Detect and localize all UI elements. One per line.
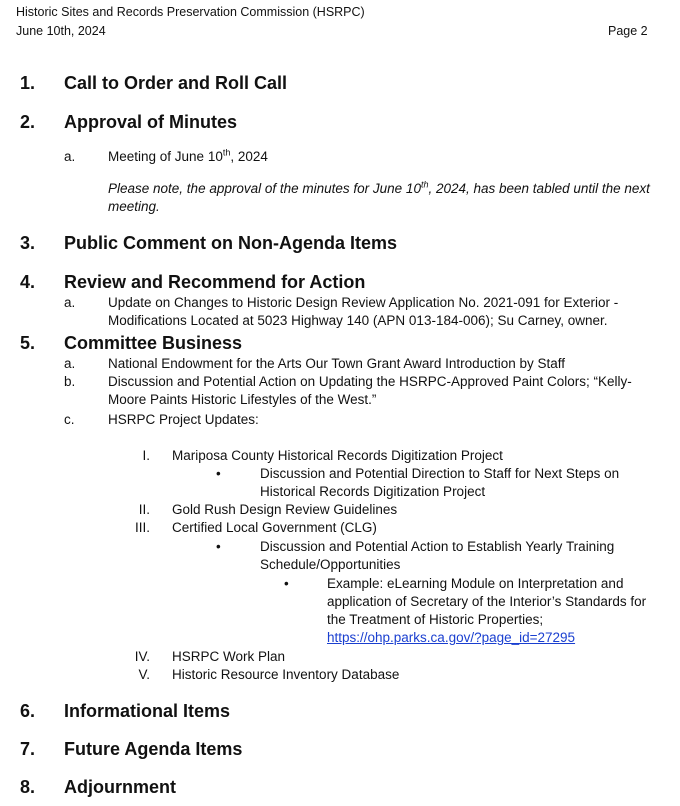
item-5b-line1: Discussion and Potential Action on Updating the HSRPC-Approved Paint Colors; “Kelly- bbox=[108, 374, 632, 389]
item-4a-line2: Modifications Located at 5023 Highway 140 (APN 013-184-006); Su Carney, owner. bbox=[108, 313, 608, 328]
item-4a-letter: a. bbox=[64, 295, 76, 310]
header-page-number: Page 2 bbox=[608, 24, 648, 38]
minutes-note-line2: meeting. bbox=[108, 199, 160, 214]
section-3-number: 3. bbox=[20, 233, 36, 253]
roman-2-text: Gold Rush Design Review Guidelines bbox=[172, 502, 398, 517]
item-2a-text: Meeting of June 10th, 2024 bbox=[108, 147, 268, 164]
bullet-icon: • bbox=[216, 539, 221, 554]
section-7-title: Future Agenda Items bbox=[64, 739, 243, 759]
item-5b-line2: Moore Paints Historic Lifestyles of the West.” bbox=[108, 392, 377, 407]
section-6-number: 6. bbox=[20, 701, 36, 721]
roman-4-numeral: IV. bbox=[134, 649, 150, 664]
roman-5-text: Historic Resource Inventory Database bbox=[172, 667, 400, 682]
ohp-link[interactable]: https://ohp.parks.ca.gov/?page_id=27295 bbox=[327, 630, 576, 645]
section-3-title: Public Comment on Non-Agenda Items bbox=[64, 233, 398, 253]
item-5c-letter: c. bbox=[64, 412, 75, 427]
bullet-icon: • bbox=[216, 466, 221, 481]
section-8-title: Adjournment bbox=[64, 777, 176, 797]
roman-4-text: HSRPC Work Plan bbox=[172, 649, 286, 664]
section-2-title: Approval of Minutes bbox=[64, 112, 238, 132]
section-6-title: Informational Items bbox=[64, 701, 231, 721]
section-4-number: 4. bbox=[20, 272, 36, 292]
header-date: June 10th, 2024 bbox=[16, 24, 106, 38]
section-2-number: 2. bbox=[20, 112, 36, 132]
item-5b-letter: b. bbox=[64, 374, 76, 389]
example-line3: the Treatment of Historic Properties; bbox=[327, 612, 544, 627]
item-5c-text: HSRPC Project Updates: bbox=[108, 412, 259, 427]
roman-1-numeral: I. bbox=[142, 448, 150, 463]
section-1-number: 1. bbox=[20, 73, 36, 93]
roman-2-numeral: II. bbox=[138, 502, 150, 517]
item-2a-letter: a. bbox=[64, 149, 76, 164]
example-line2: application of Secretary of the Interior’s Standards for bbox=[327, 594, 647, 609]
section-5-number: 5. bbox=[20, 333, 36, 353]
roman-1-text: Mariposa County Historical Records Digitization Project bbox=[172, 448, 503, 463]
roman-3-bullet-line2: Schedule/Opportunities bbox=[260, 557, 401, 572]
roman-3-text: Certified Local Government (CLG) bbox=[172, 520, 377, 535]
section-8-number: 8. bbox=[20, 777, 36, 797]
header-org: Historic Sites and Records Preservation Commission (HSRPC) bbox=[16, 5, 365, 19]
roman-1-bullet-line1: Discussion and Potential Direction to Staff for Next Steps on bbox=[260, 466, 620, 481]
roman-1-bullet-line2: Historical Records Digitization Project bbox=[260, 484, 486, 499]
item-5a-text: National Endowment for the Arts Our Town Grant Award Introduction by Staff bbox=[108, 356, 565, 371]
example-line1: Example: eLearning Module on Interpretation and bbox=[327, 576, 624, 591]
bullet-icon: • bbox=[284, 576, 289, 591]
roman-5-numeral: V. bbox=[138, 667, 150, 682]
item-4a-line1: Update on Changes to Historic Design Review Application No. 2021-091 for Exterior - bbox=[108, 295, 619, 310]
roman-3-bullet-line1: Discussion and Potential Action to Establish Yearly Training bbox=[260, 539, 615, 554]
section-4-title: Review and Recommend for Action bbox=[64, 272, 366, 292]
minutes-note-line1: Please note, the approval of the minutes for June 10th, 2024, has been tabled until the next bbox=[108, 179, 650, 196]
item-5a-letter: a. bbox=[64, 356, 76, 371]
section-7-number: 7. bbox=[20, 739, 36, 759]
section-5-title: Committee Business bbox=[64, 333, 243, 353]
roman-3-numeral: III. bbox=[134, 520, 150, 535]
section-1-title: Call to Order and Roll Call bbox=[64, 73, 288, 93]
